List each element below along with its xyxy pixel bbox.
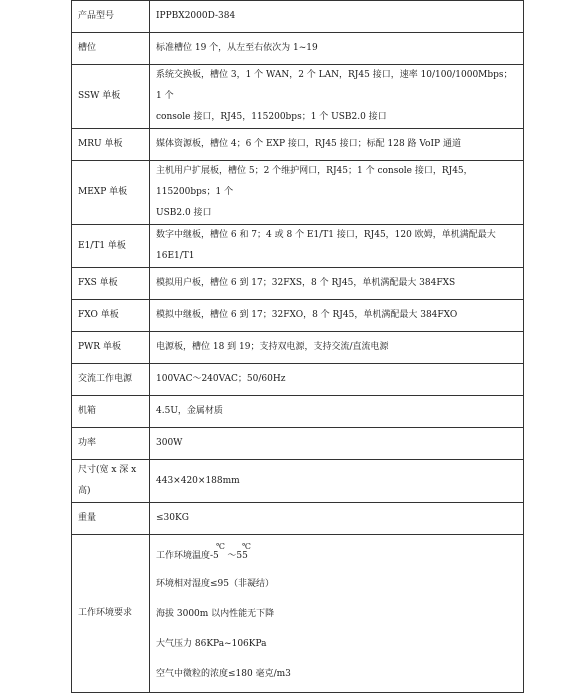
table-row: [72, 428, 524, 460]
table-row: [72, 460, 524, 503]
env-temp-mid: ～55: [227, 551, 248, 561]
row-value-line: 电源板，槽位 18 到 19；支持双电源，支持交流/直流电源: [156, 342, 389, 352]
row-value: [150, 161, 524, 225]
table-row: [72, 161, 524, 225]
row-value: [150, 225, 524, 268]
row-value-line: 主机用户扩展板，槽位 5；2 个维护网口，RJ45；1 个 console 接口，RJ45，115200bps；1 个: [156, 166, 473, 197]
env-temp-line: [156, 543, 517, 563]
degree-mark: ℃: [242, 542, 251, 551]
env-line: 空气中微粒的浓度≤180 毫克/m3: [156, 669, 291, 679]
row-label: 工作环境要求: [72, 535, 150, 693]
row-label: FXS 单板: [72, 268, 150, 300]
row-value-line: 模拟中继板，槽位 6 到 17；32FXO，8 个 RJ45，单机满配最大 384FXO: [156, 310, 458, 320]
row-label: 机箱: [72, 396, 150, 428]
row-label: 尺寸(宽 x 深 x 高): [72, 460, 150, 503]
table-row: [72, 503, 524, 535]
row-label: PWR 单板: [72, 332, 150, 364]
table-row: [72, 396, 524, 428]
row-value: [150, 300, 524, 332]
row-label: SSW 单板: [72, 65, 150, 129]
row-value-line: 标准槽位 19 个，从左至右依次为 1~19: [156, 43, 318, 53]
row-value: [150, 332, 524, 364]
table-row: [72, 300, 524, 332]
table-row: [72, 225, 524, 268]
table-row: [72, 364, 524, 396]
row-value: [150, 65, 524, 129]
row-value-line: console 接口，RJ45，115200bps；1 个 USB2.0 接口: [156, 112, 387, 122]
row-label: FXO 单板: [72, 300, 150, 332]
row-label: 重量: [72, 503, 150, 535]
row-label: MRU 单板: [72, 129, 150, 161]
row-label: 槽位: [72, 33, 150, 65]
table-row: [72, 535, 524, 693]
row-value: [150, 364, 524, 396]
row-value: [150, 460, 524, 503]
row-value-line: 443×420×188mm: [156, 475, 240, 486]
row-value-line: 300W: [156, 438, 183, 448]
env-line: 环境相对湿度≤95（非凝结）: [156, 579, 274, 589]
spec-table: [71, 0, 524, 693]
row-value-line: 模拟用户板，槽位 6 到 17；32FXS，8 个 RJ45，单机满配最大 384FXS: [156, 278, 456, 288]
row-value-line: 数字中继板，槽位 6 和 7；4 或 8 个 E1/T1 接口，RJ45，120 欧姆，单机满配最大 16E1/T1: [156, 230, 496, 261]
row-value-line: 系统交换板，槽位 3，1 个 WAN，2 个 LAN，RJ45 接口，速率 10/100/1000Mbps；1 个: [156, 70, 513, 101]
env-line: 大气压力 86KPa~106KPa: [156, 639, 267, 649]
row-value-line: 媒体资源板，槽位 4；6 个 EXP 接口，RJ45 接口；标配 128 路 VoIP 通道: [156, 139, 461, 149]
row-value: [150, 503, 524, 535]
row-value-line: USB2.0 接口: [156, 208, 212, 218]
row-value-line: 4.5U，金属材质: [156, 406, 223, 416]
row-value-line: 100VAC～240VAC；50/60Hz: [156, 374, 286, 384]
table-row: [72, 332, 524, 364]
table-row: [72, 268, 524, 300]
row-value: [150, 1, 524, 33]
row-value: [150, 33, 524, 65]
row-value-line: IPPBX2000D-384: [156, 11, 236, 21]
table-row: [72, 65, 524, 129]
row-value: [150, 396, 524, 428]
row-label: 交流工作电源: [72, 364, 150, 396]
row-value-line: ≤30KG: [156, 513, 189, 523]
row-value: [150, 129, 524, 161]
row-value: [150, 535, 524, 693]
row-value: [150, 268, 524, 300]
table-row: [72, 129, 524, 161]
row-value: [150, 428, 524, 460]
env-line: 海拔 3000m 以内性能无下降: [156, 609, 275, 619]
table-row: [72, 33, 524, 65]
env-temp-prefix: 工作环境温度-5: [156, 551, 219, 561]
row-label: 产品型号: [72, 1, 150, 33]
row-label: E1/T1 单板: [72, 225, 150, 268]
table-row: [72, 1, 524, 33]
row-label: 功率: [72, 428, 150, 460]
row-label: MEXP 单板: [72, 161, 150, 225]
degree-mark: ℃: [216, 542, 225, 551]
